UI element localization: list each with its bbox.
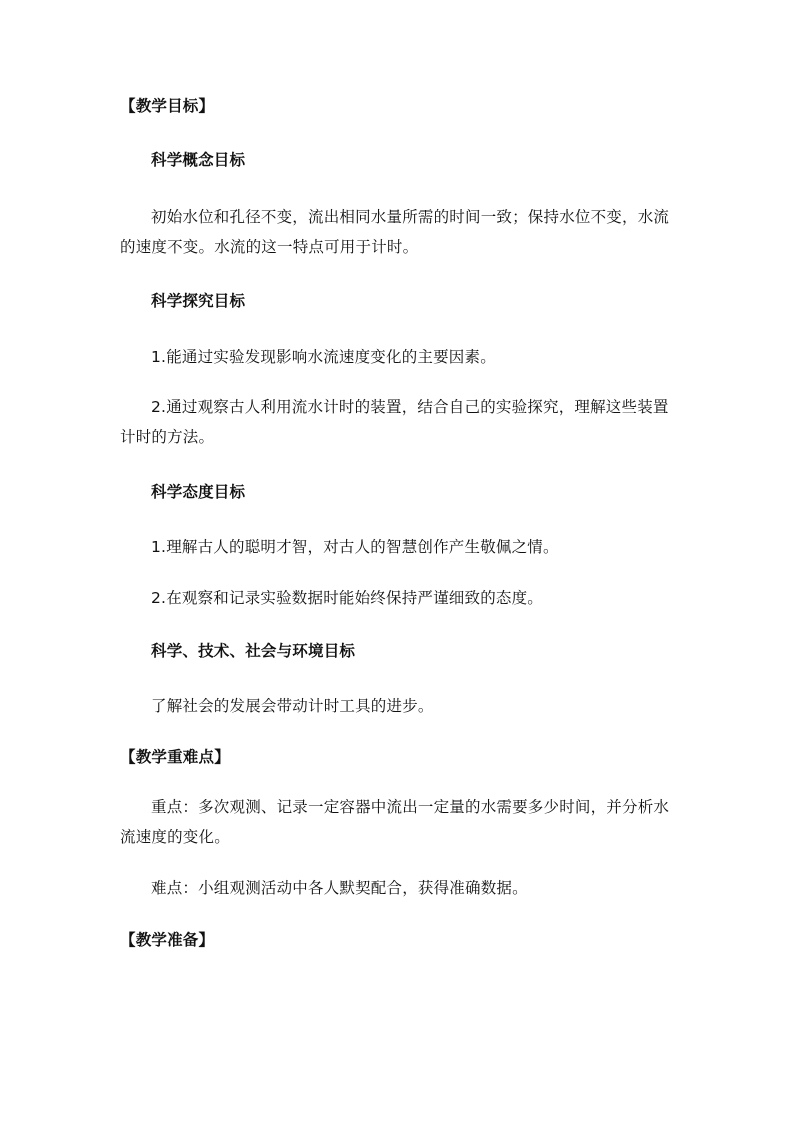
stse-objective-text: 了解社会的发展会带动计时工具的进步。	[151, 697, 434, 715]
inquiry-item-2: 2.通过观察古人利用流水计时的装置，结合自己的实验探究，理解这些装置计时的方法。	[120, 398, 669, 446]
inquiry-objective-heading: 科学探究目标	[151, 292, 246, 310]
concept-objective-text: 初始水位和孔径不变，流出相同水量所需的时间一致；保持水位不变，水流的速度不变。水流的这一特点可用于计时。	[120, 208, 670, 256]
inquiry-item-1: 1.能通过实验发现影响水流速度变化的主要因素。	[151, 348, 496, 366]
difficulty-text: 难点：小组观测活动中各人默契配合，获得准确数据。	[151, 879, 528, 897]
stse-objective-heading: 科学、技术、社会与环境目标	[151, 642, 356, 660]
preparation-heading: 【教学准备】	[120, 931, 215, 949]
attitude-objective-heading: 科学态度目标	[151, 483, 246, 501]
objectives-heading: 【教学目标】	[120, 97, 215, 115]
concept-objective-heading: 科学概念目标	[151, 151, 246, 169]
attitude-item-2: 2.在观察和记录实验数据时能始终保持严谨细致的态度。	[151, 589, 543, 607]
key-point-text: 重点：多次观测、记录一定容器中流出一定量的水需要多少时间，并分析水流速度的变化。	[120, 798, 670, 846]
key-points-heading: 【教学重难点】	[120, 748, 230, 766]
attitude-item-1: 1.理解古人的聪明才智，对古人的智慧创作产生敬佩之情。	[151, 538, 559, 556]
